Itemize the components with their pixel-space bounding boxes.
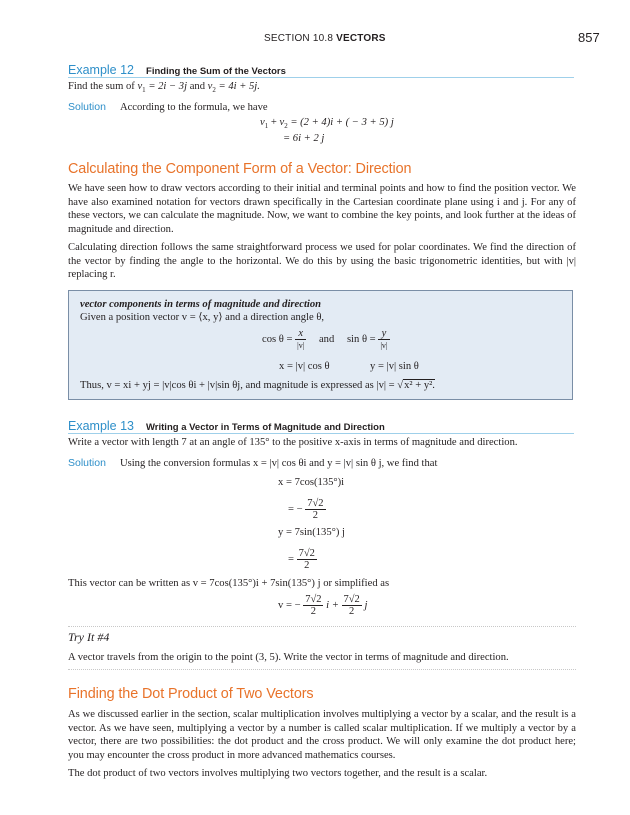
example-12-solution bbox=[68, 97, 268, 115]
example-label: Example 13 bbox=[68, 419, 135, 433]
example-rule bbox=[68, 77, 574, 78]
written-as: This vector can be written as v = 7cos(135°)i + 7sin(135°) j or simplified as bbox=[68, 578, 390, 589]
simplified-vector: v = − $\frac{7√2}{2}$ i + $\frac{7√2}{2}$ j bbox=[278, 594, 368, 617]
paragraph-1: We have seen how to draw vectors according to their initial and terminal points and how to find the position vector. We have also examined notation for vectors drawn specifically in the Cartesian coordinate plane using i and j. For any of these vectors, we can calculate the magnitude. Now, we want to combine the key points, and look further at the ideas of magnitude and direction. bbox=[68, 183, 576, 235]
box-thus: Thus, v = xi + yj = |v|cos θi + |v|sin θj, and magnitude is expressed as |v| = √x² + y². bbox=[80, 380, 435, 391]
tryit-text: A vector travels from the origin to the point (3, 5). Write the vector in terms of magnitude and direction. bbox=[68, 652, 509, 663]
solution-text: According to the formula, we have bbox=[119, 102, 268, 113]
example-title: Finding the Sum of the Vectors bbox=[146, 66, 286, 77]
example-13-solution bbox=[68, 453, 437, 471]
example-13-prompt: Write a vector with length 7 at an angle of 135° to the positive x-axis in terms of magnitude and direction. bbox=[68, 437, 518, 448]
x-component-eq: x = |v| cos θ bbox=[279, 361, 330, 372]
y-sin-line: y = 7sin(135°) j bbox=[278, 527, 346, 538]
page-number: 857 bbox=[578, 30, 600, 45]
paragraph-2: Calculating direction follows the same straightforward process we used for polar coordinates. We find the direction of the vector by finding the angle to the horizontal. We do this by using the basic trigonometric identities, but with |v| replacing r. bbox=[68, 242, 576, 281]
tryit-bottom-rule bbox=[68, 669, 576, 671]
cos-sin-formulas: cos θ = $\frac{x}{|v|}$ and sin θ = $\frac{y}{|v|}$ bbox=[262, 328, 388, 350]
box-title: vector components in terms of magnitude and direction bbox=[80, 299, 322, 310]
solution-text: Using the conversion formulas x = |v| cos θi and y = |v| sin θ j, we find that bbox=[119, 458, 438, 469]
page-header bbox=[0, 30, 630, 50]
tryit-top-rule bbox=[68, 626, 576, 628]
example-title: Writing a Vector in Terms of Magnitude and Direction bbox=[146, 422, 385, 433]
paragraph-4: The dot product of two vectors involves multiplying two vectors together, and the result is a scalar. bbox=[68, 768, 488, 779]
example-12-prompt: Find the sum of $v_1 = 2i - 3j$ and $v_2 = 4i + 5j$. bbox=[68, 81, 260, 95]
section-label: SECTION 10.8 VECTORS bbox=[264, 33, 386, 44]
x-cos-line: x = 7cos(135°)i bbox=[278, 477, 345, 488]
sum-equation-line-2: = 6i + 2 j bbox=[283, 133, 325, 144]
solution-label: Solution bbox=[68, 457, 106, 469]
paragraph-3: As we discussed earlier in the section, scalar multiplication involves multiplying a vector by a scalar, and the result is a vector. As we have seen, multiplying a vector by a number is called scalar multiplication. If we multiply a vector by a vector, there are two possibilities: the dot product and the cross product. We will only examine the dot product here; you may encounter the cross product in more advanced mathematics courses. bbox=[68, 709, 576, 761]
section-heading-dot-product: Finding the Dot Product of Two Vectors bbox=[68, 686, 314, 702]
sum-equation-line-1: $v_1 + v_2 = (2 + 4)i$ + ( − 3 + 5) j bbox=[260, 117, 394, 131]
tryit-label: Try It #4 bbox=[68, 630, 110, 644]
example-rule bbox=[68, 433, 574, 434]
solution-label: Solution bbox=[68, 101, 106, 113]
example-label: Example 12 bbox=[68, 63, 135, 77]
y-result: = $\frac{7√2}{2}$ bbox=[288, 548, 315, 571]
y-component-eq: y = |v| sin θ bbox=[370, 361, 419, 372]
box-given: Given a position vector v = ⟨x, y⟩ and a direction angle θ, bbox=[80, 312, 325, 323]
section-heading-direction: Calculating the Component Form of a Vector: Direction bbox=[68, 161, 412, 177]
x-result: = − $\frac{7√2}{2}$ bbox=[288, 498, 324, 521]
